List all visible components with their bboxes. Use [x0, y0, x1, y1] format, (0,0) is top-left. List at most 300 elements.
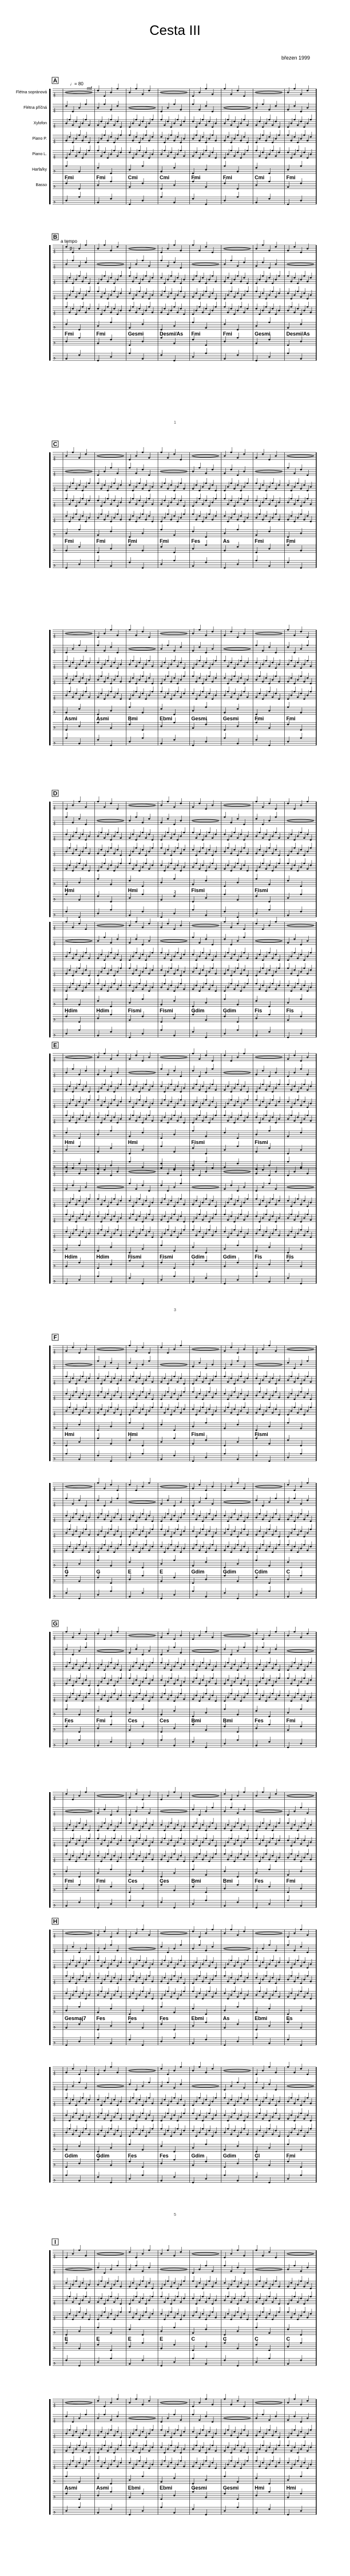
note-head [310, 665, 312, 667]
note-head [65, 652, 67, 654]
note-head [275, 155, 277, 157]
note-head [258, 693, 260, 695]
note-head [173, 262, 175, 263]
note-head [100, 488, 102, 490]
note-head [183, 866, 185, 868]
note-head [104, 863, 105, 865]
note-head [256, 1233, 257, 1234]
note-head [138, 957, 140, 959]
note-head [167, 1122, 169, 1124]
note-head [205, 835, 206, 837]
note-head [246, 679, 248, 681]
note-head [78, 546, 80, 548]
note-head [132, 677, 134, 679]
note-head [208, 1122, 210, 1124]
note-head [104, 471, 105, 472]
note-head [110, 531, 112, 532]
note-head [142, 532, 144, 534]
note-head [287, 152, 289, 153]
note-head [268, 311, 270, 313]
note-head [208, 1229, 210, 1231]
note-head [275, 455, 277, 457]
note-head [88, 975, 90, 977]
note-head [300, 506, 302, 507]
note-head [110, 1058, 112, 1060]
note-head [160, 260, 162, 262]
note-head [278, 502, 280, 503]
note-head [173, 140, 175, 141]
note-head [148, 991, 150, 992]
note-head [148, 1231, 150, 1233]
note-head [205, 741, 206, 743]
note-head [110, 92, 112, 93]
note-head [300, 121, 302, 123]
clef-icon: 𝄢 [53, 1003, 56, 1008]
note-head [138, 662, 140, 664]
note-head [167, 866, 169, 868]
note-head [110, 1130, 112, 1132]
note-head [120, 863, 121, 865]
note-head [173, 157, 175, 159]
note-head [145, 135, 146, 136]
note-head [113, 679, 115, 681]
note-head [148, 306, 150, 308]
clef-icon: 𝄞 [53, 1203, 56, 1208]
note-head [268, 1202, 270, 1204]
note-head [227, 952, 229, 954]
note-head [237, 960, 238, 961]
note-head [300, 1016, 302, 1017]
clef-icon: 𝄢 [53, 711, 56, 716]
note-head [183, 488, 185, 490]
note-head [202, 1103, 204, 1104]
note-head [82, 140, 83, 141]
note-head [65, 816, 67, 818]
note-head [138, 853, 140, 854]
note-head [135, 472, 137, 474]
note-head [300, 341, 302, 342]
note-head [307, 498, 308, 500]
note-head [192, 121, 194, 123]
note-head [212, 631, 213, 633]
note-head [173, 722, 175, 724]
note-head [195, 1217, 197, 1219]
note-head [275, 506, 277, 507]
note-head [78, 1163, 80, 1165]
note-head [198, 942, 200, 944]
note-head [208, 155, 210, 157]
note-head [275, 1171, 277, 1173]
note-head [224, 455, 225, 457]
chord-symbol: Fis [286, 1008, 294, 1013]
note-head [183, 506, 185, 507]
note-head [205, 204, 206, 206]
note-head [97, 517, 99, 519]
note-head [177, 119, 178, 121]
note-head [310, 503, 312, 505]
chord-symbol: Cmi [254, 175, 265, 180]
note-head [100, 668, 102, 669]
note-head [240, 677, 242, 679]
note-head [258, 988, 260, 990]
note-head [278, 985, 280, 987]
note-head [78, 502, 80, 503]
note-head [180, 835, 181, 837]
note-head [160, 987, 162, 988]
note-head [268, 925, 270, 926]
note-head [145, 863, 146, 865]
note-head [142, 452, 144, 453]
note-head [117, 954, 118, 956]
note-head [258, 1087, 260, 1089]
note-head [148, 973, 150, 975]
note-head [129, 127, 130, 128]
note-head [78, 329, 80, 331]
note-head [100, 296, 102, 298]
note-head [246, 983, 248, 985]
note-head [97, 500, 99, 502]
note-head [152, 683, 153, 685]
note-head [230, 1091, 232, 1093]
note-head [262, 1186, 264, 1188]
note-head [120, 855, 121, 857]
note-head [183, 279, 185, 281]
note-head [256, 801, 257, 803]
note-head [65, 1171, 67, 1173]
note-head [129, 1161, 130, 1163]
note-head [65, 1072, 67, 1074]
note-head [212, 502, 213, 503]
note-head [215, 157, 217, 159]
note-head [97, 1099, 99, 1101]
note-head [202, 1237, 204, 1238]
note-head [65, 550, 67, 551]
note-head [142, 155, 144, 157]
note-head [268, 565, 270, 567]
note-head [291, 140, 292, 141]
note-head [208, 279, 210, 281]
note-head [104, 1101, 105, 1103]
note-head [297, 483, 299, 484]
note-head [300, 1149, 302, 1151]
note-head [167, 121, 169, 123]
system-bracket [49, 630, 50, 745]
note-head [243, 486, 245, 488]
note-head [243, 937, 245, 938]
note-head [192, 866, 194, 868]
clef-icon: 𝄞 [53, 93, 56, 97]
note-head [300, 971, 302, 973]
note-head [180, 1183, 181, 1185]
note-head [173, 660, 175, 662]
note-head [104, 837, 105, 839]
note-head [262, 1200, 264, 1202]
note-head [148, 834, 150, 835]
note-head [78, 188, 80, 190]
note-head [265, 1107, 267, 1108]
note-head [237, 152, 238, 153]
note-head [215, 1107, 217, 1108]
note-head [272, 957, 273, 959]
note-head [275, 1122, 277, 1124]
note-head [164, 662, 165, 664]
note-head [303, 1101, 305, 1103]
clef-icon: 𝄞 [53, 649, 56, 654]
note-head [287, 293, 289, 294]
note-head [287, 968, 289, 969]
note-head [246, 291, 248, 293]
note-head [303, 985, 305, 987]
note-head [303, 127, 305, 128]
note-head [240, 498, 242, 500]
note-head [100, 155, 102, 157]
note-head [129, 968, 130, 969]
note-head [78, 529, 80, 531]
note-head [164, 517, 165, 519]
note-head [72, 291, 74, 293]
note-head [75, 121, 77, 123]
clef-icon: 𝄢 [53, 534, 56, 538]
note-head [240, 868, 242, 870]
note-head [180, 308, 181, 310]
note-head [183, 1204, 185, 1205]
note-head [173, 515, 175, 517]
note-head [85, 311, 86, 313]
note-head [205, 150, 206, 152]
note-head [78, 171, 80, 172]
note-head [212, 127, 213, 128]
note-head [205, 186, 206, 188]
note-head [88, 853, 90, 854]
note-head [224, 938, 225, 940]
note-head [173, 973, 175, 975]
note-head [268, 1076, 270, 1078]
note-head [129, 1234, 130, 1236]
note-head [205, 808, 206, 810]
note-head [205, 914, 206, 916]
note-head [256, 560, 257, 562]
note-head [224, 1115, 225, 1117]
note-head [160, 804, 162, 806]
note-head [97, 679, 99, 681]
note-head [170, 681, 172, 683]
note-head [230, 260, 232, 262]
note-head [75, 1204, 77, 1205]
note-head [224, 358, 225, 360]
note-head [142, 1204, 144, 1205]
note-head [198, 1076, 200, 1078]
note-head [205, 662, 206, 664]
note-head [262, 664, 264, 665]
note-head [233, 1229, 235, 1231]
note-head [195, 1200, 197, 1202]
note-head [160, 691, 162, 693]
clef-icon: 𝄢 [53, 1019, 56, 1023]
note-head [307, 677, 308, 679]
note-head [110, 665, 112, 667]
note-head [256, 739, 257, 741]
note-head [268, 883, 270, 885]
note-head [230, 983, 232, 985]
note-head [256, 534, 257, 536]
note-head [310, 521, 312, 523]
note-head [307, 515, 308, 517]
note-head [85, 865, 86, 866]
note-head [145, 1200, 146, 1202]
note-head [69, 952, 70, 954]
note-head [78, 107, 80, 109]
note-head [183, 1229, 185, 1231]
note-head [113, 1117, 115, 1118]
note-head [152, 486, 153, 488]
note-head [97, 940, 99, 942]
note-head [310, 153, 312, 155]
note-head [97, 248, 99, 250]
note-head [268, 548, 270, 550]
note-head [85, 665, 86, 667]
note-head [287, 914, 289, 916]
note-head [258, 1221, 260, 1223]
note-head [78, 310, 80, 311]
note-head [85, 969, 86, 971]
note-head [167, 1087, 169, 1089]
note-head [164, 1117, 165, 1118]
note-head [132, 490, 134, 492]
note-head [142, 1132, 144, 1134]
note-head [173, 956, 175, 957]
note-head [256, 1216, 257, 1217]
note-head [148, 695, 150, 696]
note-head [208, 488, 210, 490]
note-head [198, 851, 200, 853]
note-head [132, 1115, 134, 1117]
note-head [173, 868, 175, 870]
note-head [268, 727, 270, 729]
note-head [300, 693, 302, 695]
note-head [177, 839, 178, 841]
note-head [104, 985, 105, 987]
note-head [100, 279, 102, 281]
note-head [142, 1122, 144, 1124]
note-head [275, 832, 277, 834]
note-head [307, 90, 308, 92]
note-head [107, 677, 109, 679]
note-head [233, 866, 235, 868]
note-head [138, 1099, 140, 1101]
note-head [230, 944, 232, 946]
note-head [291, 834, 292, 835]
note-head [224, 894, 225, 896]
note-head [142, 944, 144, 946]
note-head [97, 722, 99, 724]
note-head [88, 308, 90, 310]
note-head [237, 1234, 238, 1236]
note-head [224, 1132, 225, 1134]
note-head [275, 1221, 277, 1223]
note-head [110, 883, 112, 885]
note-head [195, 275, 197, 277]
note-head [110, 1147, 112, 1149]
note-head [85, 1219, 86, 1221]
note-head [233, 849, 235, 851]
note-head [275, 816, 277, 818]
note-head [300, 550, 302, 551]
note-head [160, 847, 162, 849]
note-head [205, 105, 206, 107]
note-head [148, 265, 150, 267]
note-head [110, 745, 112, 747]
note-head [300, 911, 302, 913]
note-head [243, 865, 245, 866]
note-head [69, 521, 70, 523]
note-head [180, 291, 181, 293]
note-head [173, 913, 175, 914]
note-head [256, 167, 257, 169]
note-head [224, 123, 225, 124]
note-head [142, 121, 144, 123]
note-head [65, 886, 67, 887]
note-head [275, 921, 277, 923]
note-head [224, 851, 225, 853]
note-head [195, 855, 197, 857]
note-head [262, 929, 264, 930]
note-head [262, 1217, 264, 1219]
note-head [173, 834, 175, 835]
note-head [65, 1115, 67, 1117]
note-head [82, 498, 83, 500]
note-head [78, 1101, 80, 1103]
note-head [303, 1084, 305, 1086]
note-head [135, 865, 137, 866]
note-head [205, 853, 206, 854]
note-head [198, 1107, 200, 1108]
note-head [97, 696, 99, 698]
note-head [88, 1233, 90, 1234]
note-head [145, 968, 146, 969]
note-head [275, 693, 277, 695]
note-head [300, 1204, 302, 1205]
chord-symbol: Fmi [191, 331, 201, 337]
note-head [256, 1151, 257, 1153]
note-head [243, 665, 245, 667]
note-head [195, 152, 197, 153]
clef-icon: 𝄞 [53, 124, 56, 128]
note-head [237, 818, 238, 820]
note-head [97, 124, 99, 126]
note-head [202, 153, 204, 155]
note-head [224, 281, 225, 282]
note-head [224, 1149, 225, 1151]
note-head [65, 894, 67, 896]
note-head [237, 1163, 238, 1165]
note-head [138, 308, 140, 310]
note-head [104, 960, 105, 961]
note-head [160, 917, 162, 918]
note-head [85, 987, 86, 988]
note-head [78, 1217, 80, 1219]
note-head [117, 652, 118, 654]
note-head [297, 283, 299, 285]
note-head [287, 1076, 289, 1078]
note-head [287, 1084, 289, 1086]
note-head [205, 1216, 206, 1217]
chord-symbol: Hdim [65, 1008, 78, 1013]
note-head [110, 1219, 112, 1221]
instrument-label: Harfa/ky [31, 168, 47, 172]
note-head [230, 1198, 232, 1200]
note-head [117, 314, 118, 315]
note-head [97, 342, 99, 344]
